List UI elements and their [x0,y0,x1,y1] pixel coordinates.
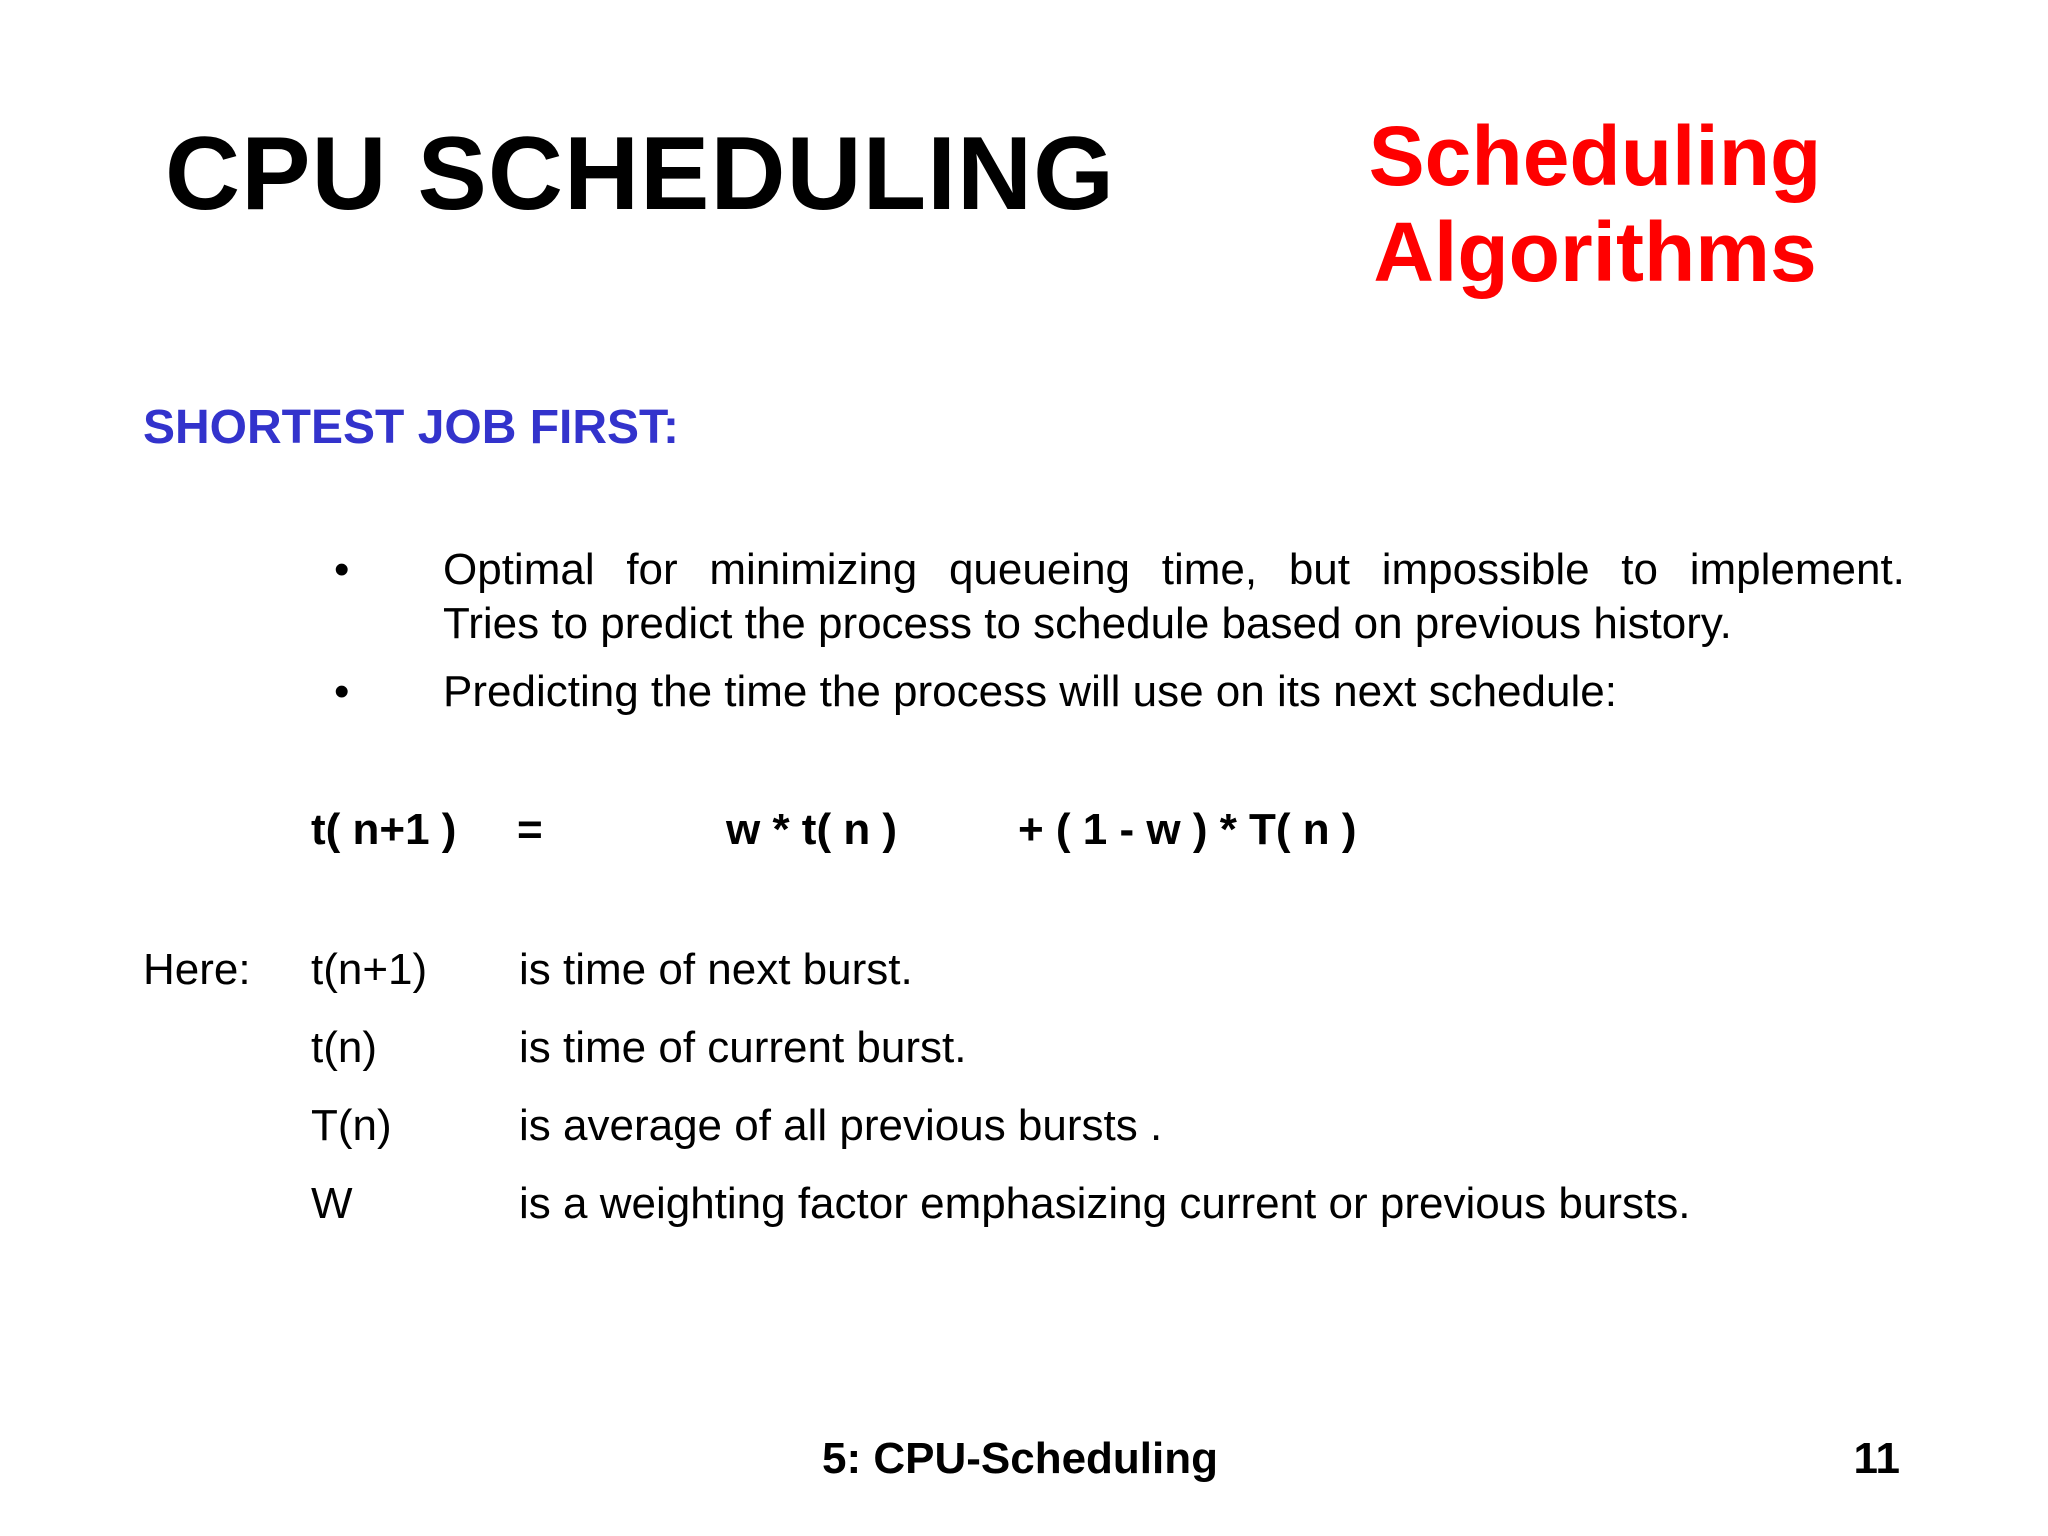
bullet-dot-icon: • [334,667,350,716]
bullet-word: time, [1161,545,1258,594]
bullet-word: Optimal [443,545,595,594]
formula-term-average: + ( 1 - w ) * T( n ) [1018,805,1357,854]
topic-title-line-1: Scheduling [1368,109,1822,203]
bullet-word: minimizing [709,545,918,594]
section-heading: SHORTEST JOB FIRST: [143,401,680,454]
definition-term: T(n) [311,1101,392,1150]
bullet-word: for [626,545,678,594]
formula-equals: = [517,805,543,854]
definition-term: t(n+1) [311,945,428,994]
definition-description: is a weighting factor emphasizing current or previous bursts. [519,1179,1691,1228]
definition-description: is time of current burst. [519,1023,967,1072]
topic-title [1330,108,1860,300]
definition-row [0,1019,2048,1077]
formula-term-current: w * t( n ) [726,805,898,854]
bullet-word: implement. [1689,545,1905,594]
definition-row [0,1175,2048,1233]
definition-term: W [311,1179,353,1228]
definition-row [0,941,2048,999]
prediction-formula [0,800,2048,860]
definitions-prefix: Here: [143,945,251,994]
definition-description: is time of next burst. [519,945,913,994]
bullet-text-line: Tries to predict the process to schedule based on previous history. [443,599,1732,648]
bullet-word: to [1621,545,1658,594]
definition-term: t(n) [311,1023,377,1072]
formula-lhs: t( n+1 ) [311,805,457,854]
definition-row [0,1097,2048,1155]
bullet-text [443,665,1905,719]
bullet-word: but [1288,545,1350,594]
footer-chapter-label: 5: CPU-Scheduling [821,1434,1219,1483]
bullet-text-line-justified [443,543,1905,597]
bullet-dot-icon: • [334,545,350,594]
footer-page-number: 11 [1853,1434,1900,1483]
topic-title-line-2: Algorithms [1373,205,1817,299]
definition-description: is average of all previous bursts . [519,1101,1163,1150]
bullet-word: queueing [948,545,1131,594]
bullet-text-line: Predicting the time the process will use on its next schedule: [443,667,1617,716]
bullet-word: impossible [1381,545,1590,594]
bullet-text [443,543,1905,651]
slide-title: CPU SCHEDULING [165,116,1116,232]
